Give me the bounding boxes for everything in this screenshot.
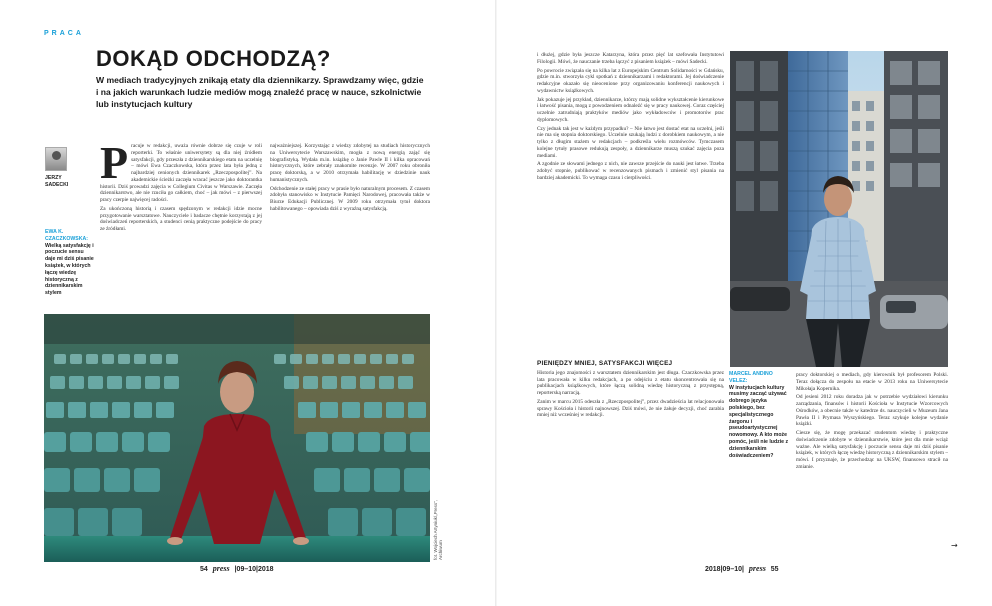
- author-photo: [45, 147, 67, 171]
- caption-name: MARCEL ANDINO VELEZ:: [729, 371, 773, 384]
- city-illustration: [730, 51, 948, 367]
- headline: DOKĄD ODCHODZĄ?: [96, 46, 331, 71]
- page-number: 54: [200, 566, 208, 573]
- footer-right: [705, 564, 779, 573]
- author-first-name: JERZY: [45, 175, 62, 181]
- body-paragraph: Ciesze się, że mogę przekazać studentom wiedzę i praktyczne doświadczenie zdobyte w dziennikarstwie, które jest dla mnie wciąż ważne. Ale wielką satysfakcję i poczucie sensu daje mi dziś pisanie książek, w których łączę wiedzę historyczną z dziennikarskim stylem – mówi. I przyznaje, że przechodząc na UKSW, finansowo stracił na zmianie.: [796, 430, 948, 470]
- body-column-3: [537, 52, 724, 348]
- issue-number: |09–10|2018: [234, 566, 274, 573]
- body-paragraph: Od jesieni 2012 roku doradza jak w potrzebie wydziałowi kierunku zarządzania, finansów i historii Kościoła w Instytucie Wzorcowych Ośrodków, a obecnie także w katedrze ds. nauczycieli w Muzeum Jana Pawła II i Prymasa Wyszyńskiego. Teraz szykuje kolejne wydanie książki.: [796, 394, 948, 428]
- subheading: PIENIĘDZY MNIEJ, SATYSFAKCJI WIĘCEJ: [537, 360, 673, 367]
- brand-logo: press: [212, 564, 230, 573]
- city-portrait-photo: [730, 51, 948, 367]
- quote-text: Wielką satysfakcję i poczucie sensu daje mi dziś pisanie książek, w których łączę wiedzę historyczną z dziennikarskim stylem: [45, 242, 94, 297]
- body-paragraph: A zgodnie ze słowami jednego z nich, nie zawsze przejście do nauki jest łatwe. Trzeba zdobyć stopnie, publikować w recenzowanych pismach i zmienić styl pisania na bardziej akademicki. To wymaga czasu i cierpliwości.: [537, 161, 724, 181]
- brand-logo: press: [748, 564, 766, 573]
- body-column-2: [270, 143, 430, 309]
- body-column-4: [796, 372, 948, 548]
- body-column-1: [100, 143, 262, 309]
- auditorium-photo: [44, 314, 430, 562]
- footer-left: [200, 564, 274, 573]
- photo-caption: [729, 371, 789, 459]
- body-paragraph: racuje w redakcji, uważa równie dobrze się czuje w roli reporterki. To właśnie uniwersytety są dla niej źródłem satysfakcji, gdy przeszła z dziennikarskiego etatu na uczelnię – mówi Ewa Czaczkowska, która przez lata była jedną z najbardziej cenionych dziennikarek „Rzeczpospolitej”. Na akademickie ścieżki zaczęła wracać jeszcze jako doktorantka historii. Dziś prowadzi zajęcia w Collegium Civitas w Warszawie. Zaczęła dziennikarstwo, ale nie rzuciła go całkiem, choć – jak mówi – z pierwszej pracy czerpie najwięcej radości.: [100, 143, 262, 203]
- body-paragraph: najważniejszej. Korzystając z wiedzy zdobytej na studiach historycznych na Uniwersytecie Warszawskim, mogła z nową energią zająć się biografistyką. Wydała m.in. książkę o Janie Pawle II i kilka opracowań historycznych, które zebrały znakomite recenzje. W 2007 roku obroniła pracę doktorską, a w 2010 otrzymała habilitację w dziedzinie nauk humanistycznych.: [270, 143, 430, 183]
- page-number: 55: [770, 566, 779, 573]
- author-last-name: SADECKI: [45, 182, 69, 188]
- auditorium-illustration: [44, 314, 430, 562]
- body-paragraph: Historia jego znajomości z warsztatem dziennikarskim jest długa. Czaczkowska przez lata pracowała w kilku redakcjach, a po odejściu z etatu skoncentrowała się na publikacjach książkowych, które łączą solidną wiedzę historyczną z przystępną, reporterską narracją.: [537, 369, 724, 396]
- drop-cap: P: [100, 143, 129, 188]
- continue-arrow-icon: →: [951, 541, 958, 550]
- body-column-3b: [537, 358, 724, 558]
- pull-quote: [45, 229, 95, 297]
- body-paragraph: Po powrocie związała się na kilka lat z Europejskim Centrum Solidarności w Gdańsku, gdzie m.in. stworzyła cykl spotkań z dziennikarzami i redaktorami. Jej doświadczenie redakcyjne okazało się nieocenione przy organizowaniu konferencji naukowych i wydawnictw książkowych.: [537, 67, 724, 94]
- body-paragraph: Jak pokazuje jej przykład, dziennikarze, którzy mają solidne wykształcenie kierunkowe i łatwość pisania, mogą z powodzeniem odnaleźć się w pracy naukowej. Coraz częściej uczelnie zatrudniają praktyków mediów jako wykładowców i promotorów prac dyplomowych.: [537, 96, 724, 123]
- page-gutter: [495, 0, 497, 606]
- caption-text: W instytucjach kultury musimy zacząć używać dobrego języka polskiego, bez specjalistycznego żargonu i pseudoartystycznej nowomowy. A kto może pomóc, jeśli nie ludzie z dziennikarskim doświadczeniem?: [729, 384, 789, 459]
- section-tag: PRACA: [44, 30, 84, 37]
- body-paragraph: Za ukończoną historią i czasem spędzonym w redakcji idzie mocne przygotowanie warsztatowe. Nauczyciele i badacze chętnie korzystają z jej doświadczeń reporterskich, a studenci cenią praktyczne podejście do pracy ze źródłami.: [100, 205, 262, 232]
- body-paragraph: i dłużej, gdzie była jeszcze Katarzyna, która przez pięć lat szefowała Instytutowi Filologii. Mówi, że nauczanie trzeba łączyć z pisaniem książek – mówi Sadecki.: [537, 52, 724, 65]
- quote-name: EWA K. CZACZKOWSKA:: [45, 229, 88, 242]
- author-byline: [45, 175, 95, 189]
- lead-paragraph: W mediach tradycyjnych znikają etaty dla dziennikarzy. Sprawdzamy więc, gdzie i na jakich warunkach ludzie mediów mogą znaleźć pracę w nauce, szkolnictwie lub instytucjach kultury: [96, 75, 424, 109]
- body-paragraph: Odchodzenie ze stałej pracy w prasie było naturalnym procesem. Z czasem zdobyła stanowisko w Instytucie Pamięci Narodowej, pracowała także w Biurze Edukacji Publicznej. W 2009 roku otrzymała tytuł doktora habilitowanego – opowiada dziś z wyraźną satysfakcją.: [270, 185, 430, 212]
- body-paragraph: pracy doktorskiej o mediach, gdy kierownik był profesorem Polski. Teraz dołącza do zespołu na etacie w 2013 roku na Uniwersytecie Mikołaja Kopernika.: [796, 372, 948, 392]
- body-paragraph: Czy jednak tak jest w każdym przypadku? – Nie łatwo jest dostać etat na uczelni, jeśli nie ma się stopnia doktorskiego. Uczelnie szukają ludzi z dorobkiem naukowym, a nie tylko z długim stażem w redakcjach – podkreśla wielu rozmówców. Tymczasem kolejne tytuły prasowe redukują zespoły, a dziennikarze muszą szukać zajęcia poza mediami.: [537, 125, 724, 159]
- issue-number: 2018|09–10|: [705, 566, 744, 573]
- body-paragraph: Zanim w marcu 2015 odeszła z „Rzeczpospolitej”, przez dwadzieścia lat relacjonowała sprawy Kościoła i historii najnowszej. Dziś mówi, że nie żałuje decyzji, choć zarabia mniej niż wcześniej w redakcji.: [537, 398, 724, 419]
- photo-credit: fot. Wojciech Artyniuk/„Press”, Archiwum: [433, 500, 443, 560]
